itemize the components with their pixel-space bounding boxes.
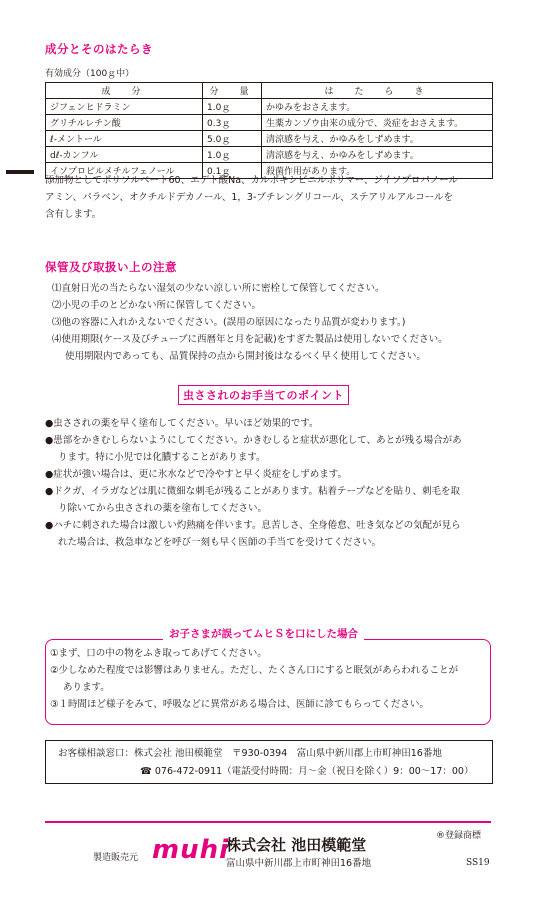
ingredient-amount: 0.1ｇ — [203, 163, 262, 179]
trademark-note: ®登録商標 — [436, 831, 482, 841]
ingredient-effect: 清涼感を与え、かゆみをしずめます。 — [262, 131, 493, 147]
list-item: ります。特に小児では化膿することがあります。 — [58, 452, 266, 463]
list-item: ●虫さされの薬を早く塗布してください。早いほど効果的です。 — [45, 418, 319, 429]
list-item: り除いてから虫さされの薬を塗布してください。 — [58, 503, 268, 514]
additives-line: アミン、パラベン、オクチルドデカノール、1，3-ブチレングリコール、ステアリルアルコールを — [45, 192, 454, 203]
additives-line: 含有します。 — [45, 209, 102, 220]
ingredient-amount: 0.3ｇ — [203, 115, 262, 131]
table-row — [46, 115, 493, 131]
product-code: SS19 — [466, 858, 490, 868]
list-item: 使用期限内であっても、品質保持の点から開封後はなるべく早く使用してください。 — [65, 351, 426, 362]
ingredients-table — [45, 82, 493, 179]
list-item: あります。 — [63, 682, 110, 693]
maker-label: 製造販売元 — [93, 853, 139, 863]
ingredient-name: dℓ-カンフル — [46, 147, 203, 163]
list-item: ●ハチに刺された場合は激しい灼熱痛を伴います。息苦しさ、全身倦怠、吐き気などの気配が見ら — [45, 520, 461, 531]
table-row — [46, 131, 493, 147]
ingredient-name: ジフェンヒドラミン — [46, 99, 203, 115]
table-row — [46, 99, 493, 115]
ingredients-heading: 成分とそのはたらき — [45, 42, 153, 56]
ingredient-name: ℓ-メントール — [46, 131, 203, 147]
ingredient-amount: 1.0ｇ — [203, 147, 262, 163]
list-item: ⑶他の容器に入れかえないでください。(誤用の原因になったり品質が変わります。) — [52, 317, 406, 328]
additives-note — [45, 172, 495, 223]
muhi-logo: muhi — [152, 835, 230, 865]
registration-mark — [6, 170, 34, 174]
first-aid-list — [45, 415, 495, 551]
child-ingestion-list — [50, 645, 486, 713]
list-item: ①まず、口の中の物をふき取ってあげてください。 — [50, 648, 267, 659]
contact-address: お客様相談窓口：株式会社 池田模範堂 〒930-0394 富山県中新川郡上市町神田16番地 — [58, 748, 442, 759]
list-item: ●ドクガ、イラガなどは肌に微細な刺毛が残ることがあります。粘着テープなどを貼り、刺毛を取 — [45, 486, 460, 497]
storage-heading: 保管及び取扱い上の注意 — [45, 260, 177, 274]
header-effect: は た ら き — [262, 83, 493, 99]
ingredient-name: イソプロピルメチルフェノール — [46, 163, 203, 179]
ingredient-effect: 清涼感を与え、かゆみをしずめます。 — [262, 147, 493, 163]
ingredients-basis: 有効成分（100ｇ中） — [45, 69, 135, 79]
list-item: ●症状が強い場合は、更に氷水などで冷やすと早く炎症をしずめます。 — [45, 469, 348, 480]
ingredient-effect: 殺菌作用があります。 — [262, 163, 493, 179]
storage-list — [52, 280, 502, 365]
list-item: れた場合は、救急車などを呼び一刻も早く医師の手当てを受けてください。 — [58, 537, 382, 548]
list-item: ●患部をかきむしらないようにしてください。かきむしると症状が悪化して、あとが残る場合があ — [45, 435, 462, 446]
company-address: 富山県中新川郡上市町神田16番地 — [226, 858, 372, 869]
header-amount: 分 量 — [203, 83, 262, 99]
list-item: ③１時間ほど様子をみて、呼吸などに異常がある場合は、医師に診てもらってください。 — [50, 699, 429, 710]
header-name: 成 分 — [46, 83, 203, 99]
ingredient-amount: 1.0ｇ — [203, 99, 262, 115]
list-item: ②少しなめた程度では影響はありません。ただし、たくさん口にすると眠気があらわれることが — [50, 665, 459, 676]
ingredient-amount: 5.0ｇ — [203, 131, 262, 147]
ingredient-name: グリチルレチン酸 — [46, 115, 203, 131]
company-name: 株式会社 池田模範堂 — [226, 836, 367, 854]
first-aid-heading: 虫さされのお手当てのポイント — [178, 385, 349, 405]
additives-line: 添加物としてポリソルベート60、エデト酸Na、カルボキシビニルポリマー、ジイソプロパノール — [45, 175, 458, 186]
list-item: ⑷使用期限(ケース及びチューブに西暦年と月を記載)をすぎた製品は使用しないでください。 — [52, 334, 448, 345]
list-item: ⑵小児の手のとどかない所に保管してください。 — [52, 300, 262, 311]
table-row — [46, 147, 493, 163]
ingredient-effect: かゆみをおさえます。 — [262, 99, 493, 115]
list-item: ⑴直射日光の当たらない湿気の少ない涼しい所に密栓して保管してください。 — [52, 283, 385, 294]
contact-phone: ☎ 076-472-0911（電話受付時間：月～金（祝日を除く）9：00～17：00） — [140, 766, 474, 777]
child-ingestion-heading: お子さまが誤ってムヒＳを口にした場合 — [163, 626, 364, 641]
ingredient-effect: 生薬カンゾウ由来の成分で、炎症をおさえます。 — [262, 115, 493, 131]
table-header-row — [46, 83, 493, 99]
footer-rule — [45, 821, 491, 823]
